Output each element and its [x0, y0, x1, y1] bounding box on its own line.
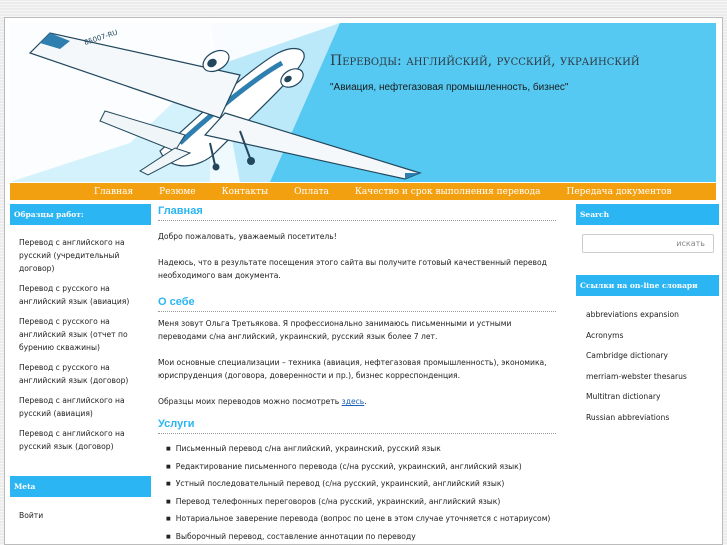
dictionary-link[interactable]: Russian abbreviations	[586, 412, 670, 422]
nav-resume[interactable]: Резюме	[159, 186, 196, 197]
airplane-image	[10, 23, 716, 182]
dictionaries-widget-title: Ссылки на on-line словари	[576, 275, 719, 296]
meta-widget-title: Meta	[10, 476, 151, 497]
plane-marking: 85007-RU	[83, 28, 119, 47]
about-text-2: Мои основные специализации – техника (авиация, нефтегазовая промышленность), экономика, юриспруденция (договора, доверенности и пр.), бизнес корреспонденция.	[158, 358, 547, 380]
site-tagline: "Авиация, нефтегазовая промышленность, бизнес"	[330, 82, 569, 93]
intro-text: Надеюсь, что в результате посещения этого сайта вы получите готовый качественный перевод необходимого вам документа.	[158, 258, 547, 280]
sample-link[interactable]: Перевод с русского на английский язык (договор)	[19, 363, 129, 385]
samples-text: Образцы моих переводов можно посмотреть	[158, 397, 340, 406]
site-title: Переводы: английский, русский, украинский	[330, 53, 640, 69]
nav-home[interactable]: Главная	[94, 186, 134, 197]
samples-end: .	[364, 397, 367, 406]
welcome-text: Добро пожаловать, уважаемый посетитель!	[158, 232, 337, 241]
service-item: ■ Перевод телефонных переговоров (с/на русский, украинский, английский язык)	[166, 494, 556, 512]
nav-quality[interactable]: Качество и срок выполнения перевода	[354, 186, 541, 197]
sample-link[interactable]: Перевод с английского на русский (учредительный договор)	[19, 238, 125, 273]
nav-payment[interactable]: Оплата	[294, 186, 329, 197]
samples-widget-title: Образцы работ:	[10, 204, 151, 225]
dictionary-link[interactable]: Cambridge dictionary	[586, 351, 669, 360]
page	[4, 17, 723, 545]
sample-link[interactable]: Перевод с английского на русский (авиация)	[19, 396, 125, 418]
samples-list	[10, 225, 151, 453]
dictionary-link[interactable]: merriam-webster thesarus	[586, 371, 687, 381]
services-list	[158, 441, 556, 545]
section-title-services: Услуги	[158, 418, 556, 434]
search-widget-title: Search	[576, 204, 719, 225]
dictionary-link[interactable]: Acronyms	[586, 330, 624, 340]
nav-contacts[interactable]: Контакты	[221, 186, 269, 197]
dictionary-link[interactable]: Multitran dictionary	[586, 392, 661, 401]
sample-link[interactable]: Перевод с русского на английский язык (авиация)	[19, 284, 130, 306]
nav-documents[interactable]: Передача документов	[566, 186, 672, 197]
sidebar-right	[576, 204, 719, 433]
service-item: ■ Письменный перевод с/на английский, украинский, русский язык	[166, 441, 556, 459]
service-item: ■ Редактирование письменного перевода (с/на русский, украинский, английский язык)	[166, 459, 556, 477]
search-input[interactable]: искать	[582, 234, 714, 253]
sample-link[interactable]: Перевод с русского на английский язык (отчет по бурению скважины)	[19, 317, 128, 352]
service-item: ■ Нотариальное заверение перевода (вопрос по цене в этом случае уточняется с нотариусом)	[166, 511, 556, 529]
dictionary-link[interactable]: abbreviations expansion	[586, 310, 679, 319]
main-nav	[10, 183, 716, 200]
about-text-1: Меня зовут Ольга Третьякова. Я профессионально занимаюсь письменными и устными переводами с/на английский, украинский, русский язык более 7 лет.	[158, 319, 512, 341]
header-banner	[10, 23, 716, 182]
meta-list	[10, 497, 151, 522]
main-content	[158, 205, 556, 545]
section-title-about: О себе	[158, 296, 556, 312]
dictionaries-list	[576, 296, 719, 423]
section-title-home: Главная	[158, 205, 556, 221]
sidebar-left	[10, 204, 151, 529]
sample-link[interactable]: Перевод с английского на русский язык (договор)	[19, 429, 125, 451]
login-link[interactable]: Войти	[19, 511, 44, 520]
service-item: ■ Устный последовательный перевод (с/на русский, украинский, английский язык)	[166, 476, 556, 494]
samples-here-link[interactable]: здесь	[341, 397, 365, 406]
service-item: ■ Выборочный перевод, составление аннотации по переводу	[166, 529, 556, 545]
samples-paragraph	[158, 395, 556, 408]
